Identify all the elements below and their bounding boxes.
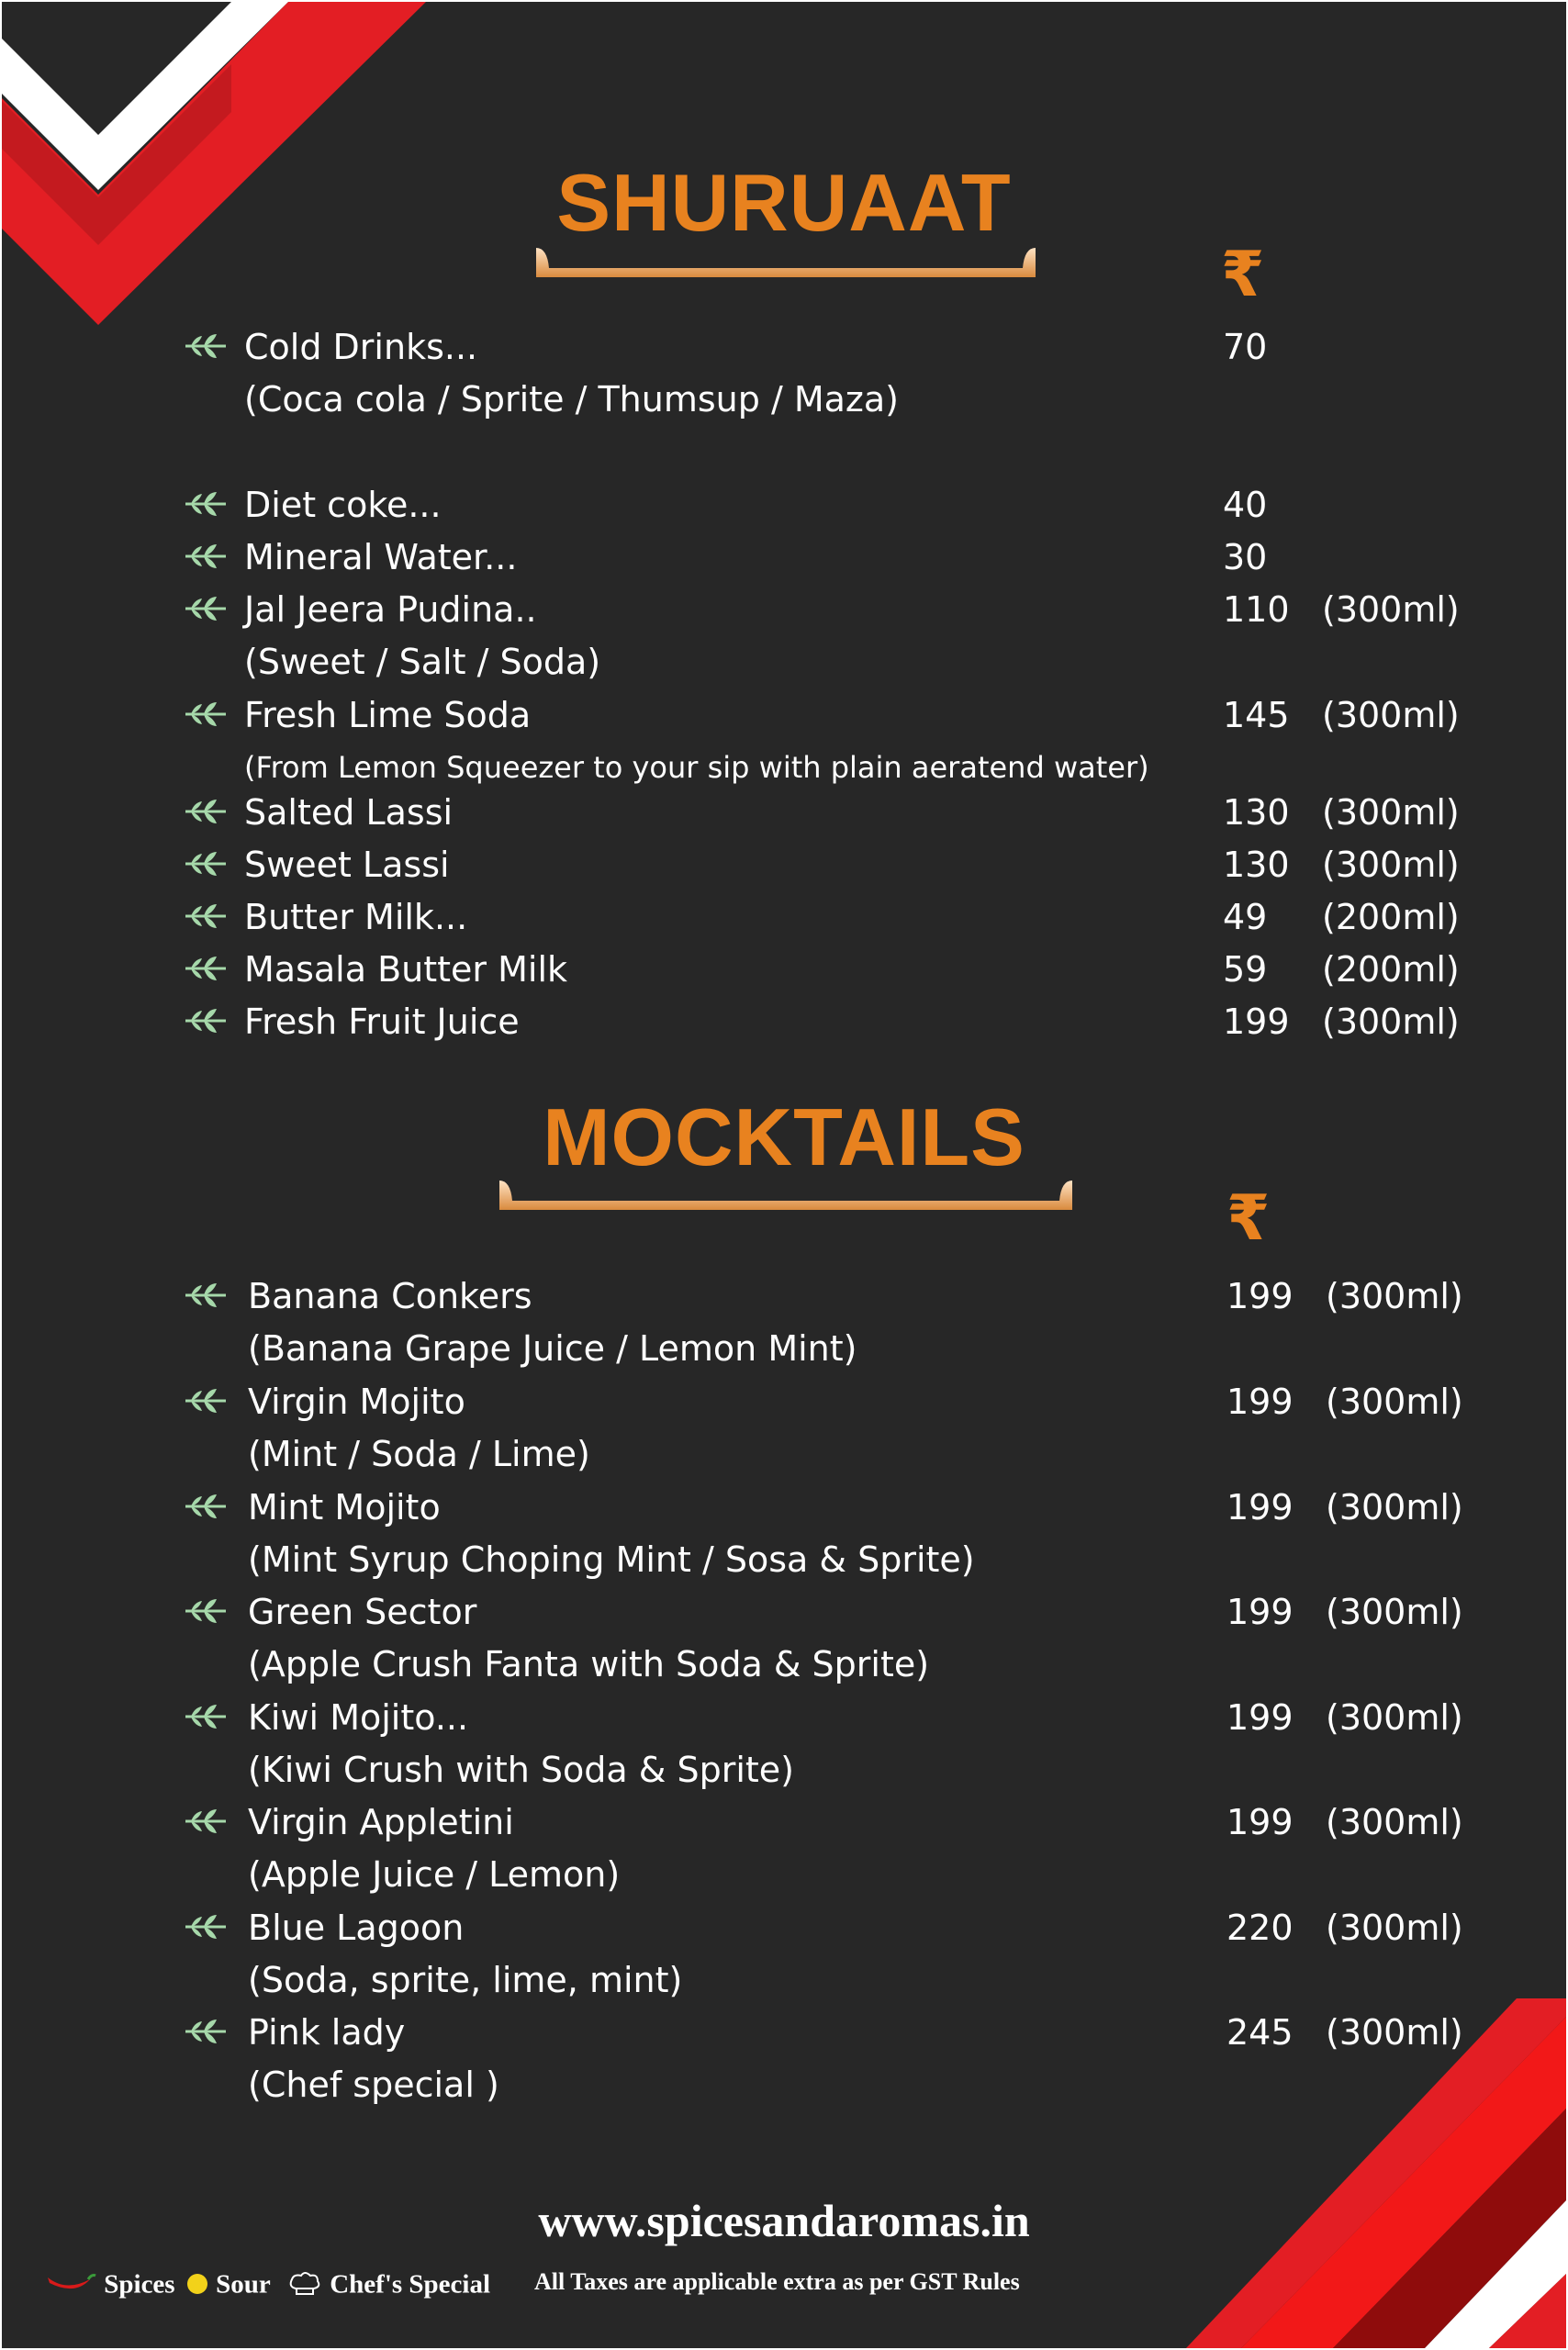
item-price: 199 xyxy=(1226,1592,1294,1632)
item-name: Masala Butter Milk xyxy=(244,949,568,990)
leaf-bullet-icon xyxy=(184,953,228,984)
item-name: Fresh Lime Soda xyxy=(244,695,532,735)
item-name: Jal Jeera Pudina.. xyxy=(244,589,537,630)
legend-sour-label: Sour xyxy=(216,2269,271,2300)
menu-item-row xyxy=(2,584,1566,635)
menu-item-row xyxy=(2,532,1566,583)
leaf-bullet-icon xyxy=(184,699,228,730)
currency-symbol: ₹ xyxy=(1226,1182,1271,1255)
menu-item-row xyxy=(2,1376,1566,1427)
item-name: Green Sector xyxy=(248,1592,477,1632)
leaf-bullet-icon xyxy=(184,1595,228,1627)
item-name: Virgin Mojito xyxy=(248,1382,465,1422)
item-price: 199 xyxy=(1226,1487,1294,1528)
item-name: Kiwi Mojito... xyxy=(248,1697,469,1738)
item-name: Sweet Lassi xyxy=(244,845,450,885)
menu-item-row xyxy=(2,787,1566,838)
title-underline-ornament xyxy=(536,242,1036,279)
item-name: Diet coke... xyxy=(244,485,442,525)
legend-chef-label: Chef's Special xyxy=(330,2269,491,2300)
item-quantity: (300ml) xyxy=(1326,1276,1463,1316)
menu-item-row xyxy=(2,2007,1566,2058)
item-price: 199 xyxy=(1226,1382,1294,1422)
item-price: 49 xyxy=(1223,897,1268,937)
menu-page xyxy=(2,2,1566,2348)
chef-hat-icon xyxy=(286,2270,323,2298)
leaf-bullet-icon xyxy=(184,796,228,827)
menu-item-row xyxy=(2,1270,1566,1322)
menu-item-row xyxy=(2,1902,1566,1953)
item-quantity: (300ml) xyxy=(1322,589,1460,630)
leaf-bullet-icon xyxy=(184,1385,228,1416)
item-description: (Mint / Soda / Lime) xyxy=(248,1434,590,1474)
item-quantity: (300ml) xyxy=(1326,2012,1463,2053)
item-quantity: (300ml) xyxy=(1326,1802,1463,1842)
menu-item-row xyxy=(2,996,1566,1047)
item-quantity: (300ml) xyxy=(1322,695,1460,735)
section-title-mocktails: MOCKTAILS xyxy=(543,1091,1025,1182)
item-name: Salted Lassi xyxy=(244,792,454,833)
item-description: (Coca cola / Sprite / Thumsup / Maza) xyxy=(244,379,899,420)
item-description: (Apple Crush Fanta with Soda & Sprite) xyxy=(248,1644,930,1684)
item-name: Fresh Fruit Juice xyxy=(244,1002,520,1042)
item-price: 199 xyxy=(1223,1002,1290,1042)
menu-item-row xyxy=(2,321,1566,373)
item-name: Mint Mojito xyxy=(248,1487,441,1528)
leaf-bullet-icon xyxy=(184,1806,228,1837)
item-quantity: (300ml) xyxy=(1322,1002,1460,1042)
leaf-bullet-icon xyxy=(184,488,228,520)
item-quantity: (300ml) xyxy=(1322,792,1460,833)
item-quantity: (300ml) xyxy=(1322,845,1460,885)
item-name: Butter Milk... xyxy=(244,897,468,937)
item-quantity: (200ml) xyxy=(1322,949,1460,990)
leaf-bullet-icon xyxy=(184,848,228,879)
item-price: 199 xyxy=(1226,1802,1294,1842)
sour-dot-icon xyxy=(185,2272,209,2296)
item-price: 220 xyxy=(1226,1908,1294,1948)
menu-item-row xyxy=(2,1796,1566,1848)
menu-item-row xyxy=(2,839,1566,890)
leaf-bullet-icon xyxy=(184,1280,228,1311)
item-quantity: (300ml) xyxy=(1326,1592,1463,1632)
leaf-bullet-icon xyxy=(184,901,228,932)
item-quantity: (300ml) xyxy=(1326,1697,1463,1738)
item-price: 199 xyxy=(1226,1697,1294,1738)
item-name: Pink lady xyxy=(248,2012,406,2053)
item-quantity: (300ml) xyxy=(1326,1908,1463,1948)
taxes-note: All Taxes are applicable extra as per GST Rules xyxy=(534,2268,1020,2295)
item-price: 30 xyxy=(1223,537,1268,577)
item-name: Mineral Water... xyxy=(244,537,518,577)
website-url[interactable]: www.spicesandaromas.in xyxy=(538,2195,1030,2246)
leaf-bullet-icon xyxy=(184,1911,228,1942)
item-price: 70 xyxy=(1223,327,1268,367)
item-price: 110 xyxy=(1223,589,1290,630)
chili-icon xyxy=(44,2270,97,2298)
item-description: (Soda, sprite, lime, mint) xyxy=(248,1960,683,2000)
item-quantity: (300ml) xyxy=(1326,1487,1463,1528)
leaf-bullet-icon xyxy=(184,541,228,572)
item-description: (Sweet / Salt / Soda) xyxy=(244,642,601,682)
item-description: (Banana Grape Juice / Lemon Mint) xyxy=(248,1328,857,1369)
menu-item-row xyxy=(2,944,1566,995)
item-name: Blue Lagoon xyxy=(248,1908,465,1948)
item-price: 130 xyxy=(1223,792,1290,833)
item-description: (Mint Syrup Choping Mint / Sosa & Sprite) xyxy=(248,1539,975,1580)
item-description: (Chef special ) xyxy=(248,2065,499,2105)
item-quantity: (300ml) xyxy=(1326,1382,1463,1422)
item-price: 199 xyxy=(1226,1276,1294,1316)
menu-item-row xyxy=(2,1692,1566,1743)
currency-symbol: ₹ xyxy=(1221,239,1265,311)
menu-item-row xyxy=(2,1586,1566,1638)
item-description: (Kiwi Crush with Soda & Sprite) xyxy=(248,1750,795,1790)
item-description: (Apple Juice / Lemon) xyxy=(248,1854,621,1895)
item-price: 59 xyxy=(1223,949,1268,990)
item-name: Cold Drinks... xyxy=(244,327,478,367)
menu-item-row xyxy=(2,479,1566,531)
leaf-bullet-icon xyxy=(184,1701,228,1732)
item-price: 245 xyxy=(1226,2012,1294,2053)
leaf-bullet-icon xyxy=(184,2016,228,2047)
item-quantity: (200ml) xyxy=(1322,897,1460,937)
leaf-bullet-icon xyxy=(184,593,228,624)
item-price: 40 xyxy=(1223,485,1268,525)
item-price: 130 xyxy=(1223,845,1290,885)
item-name: Virgin Appletini xyxy=(248,1802,514,1842)
section-title-shuruaat: SHURUAAT xyxy=(556,157,1012,248)
leaf-bullet-icon xyxy=(184,1005,228,1036)
leaf-bullet-icon xyxy=(184,330,228,362)
legend-spices-label: Spices xyxy=(104,2269,175,2300)
menu-item-row xyxy=(2,891,1566,943)
legend xyxy=(44,2264,490,2300)
leaf-bullet-icon xyxy=(184,1491,228,1522)
item-price: 145 xyxy=(1223,695,1290,735)
item-name: Banana Conkers xyxy=(248,1276,532,1316)
item-description: (From Lemon Squeezer to your sip with plain aeratend water) xyxy=(244,750,1149,785)
menu-item-row xyxy=(2,1482,1566,1533)
menu-item-row xyxy=(2,689,1566,741)
title-underline-ornament xyxy=(499,1175,1072,1212)
